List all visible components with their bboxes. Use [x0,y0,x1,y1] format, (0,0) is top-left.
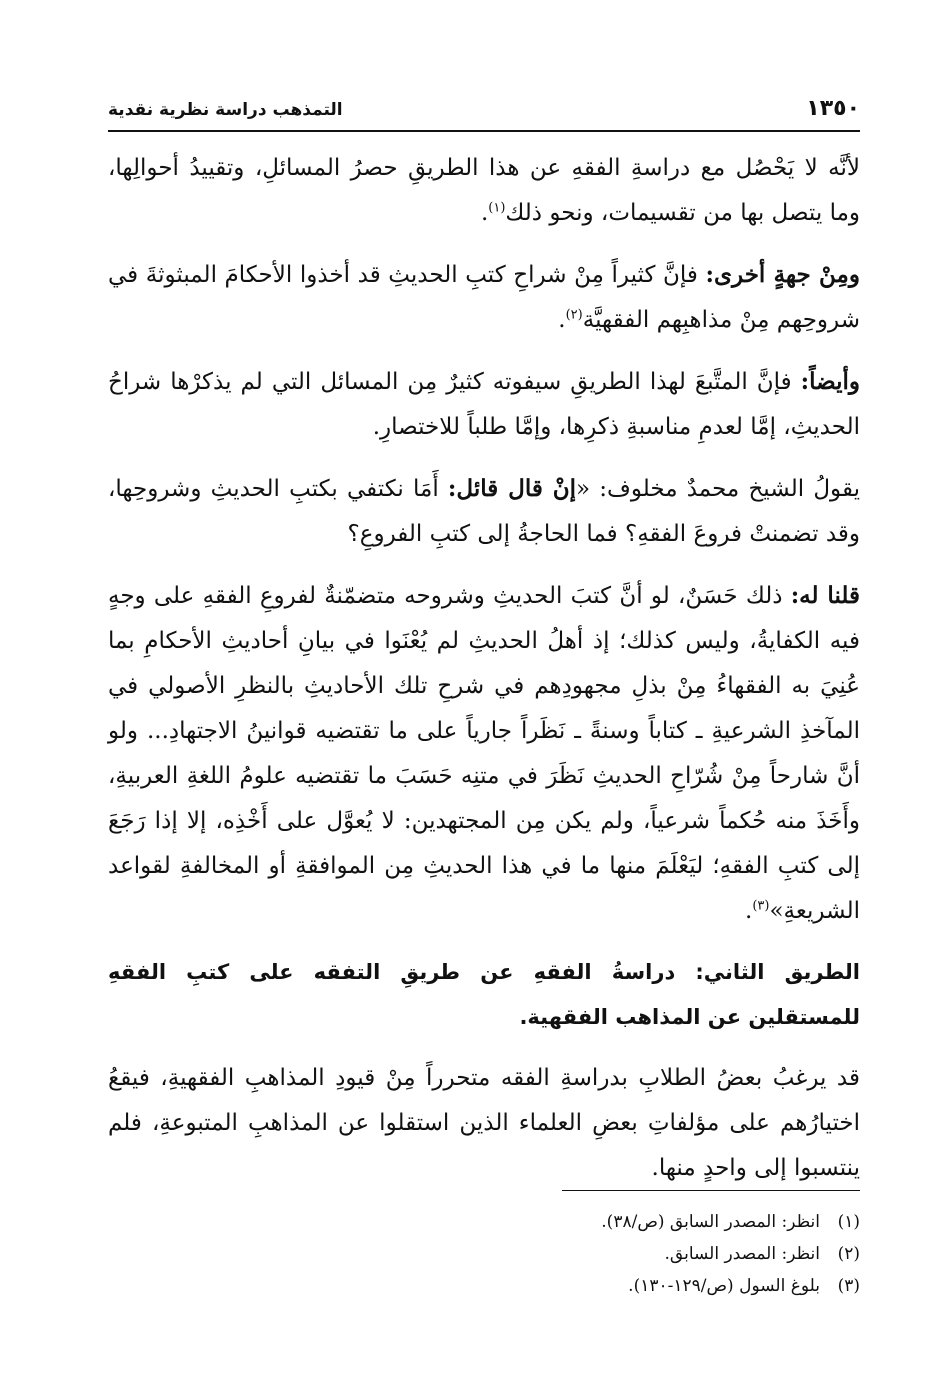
section-heading: الطريق الثاني: دراسةُ الفقهِ عن طريقِ التفقه على كتبِ الفقهِ للمستقلين عن المذاهب الفقهية. [108,960,860,1029]
footnote-3 [108,1270,860,1302]
paragraph-tail: . [558,307,566,333]
footnote-ref: (٣) [752,898,770,914]
footnote-text: بلوغ السول (ص/١٢٩-١٣٠). [628,1276,820,1296]
footnote-text: انظر: المصدر السابق (ص/٣٨). [601,1212,820,1232]
paragraph-text: أَمَا نكتفي بكتبِ الحديثِ وشروحِها، وقد تضمنتْ فروعَ الفقهِ؟ فما الحاجةُ إلى كتبِ الفروعِ؟ [108,476,860,547]
paragraph-text: فإنَّ كثيراً مِنْ شراحِ كتبِ الحديثِ قد أخذوا الأحكامَ المبثوثةَ في شروحِهم مِنْ مذاهبِهم الفقهيَّة [108,262,860,333]
footnote-1 [108,1206,860,1238]
page-header [108,96,860,130]
paragraph-5 [108,573,860,934]
page-number: ١٣٥٠ [806,96,860,121]
paragraph-text: لأنَّه لا يَحْصُل مع دراسةِ الفقهِ عن هذا الطريقِ حصرُ المسائلِ، وتقييدُ أحوالِها، وما يتصل بها من تقسيمات، ونحو ذلك [108,155,860,226]
paragraph-lead: وأيضاً: [800,368,860,395]
main-text [108,146,860,1207]
running-title: التمذهب دراسة نظرية نقدية [108,100,343,120]
paragraph-1 [108,146,860,236]
footnote-ref: (٢) [565,307,583,323]
paragraph-4 [108,466,860,557]
footnote-number: (١) [837,1212,860,1232]
paragraph-3 [108,359,860,450]
footnote-number: (٣) [837,1276,860,1296]
footnote-text: انظر: المصدر السابق. [664,1244,820,1264]
paragraph-text: فإنَّ المتَّبعَ لهذا الطريقِ سيفوته كثيرٌ مِن المسائل التي لم يذكرْها شراحُ الحديثِ، إمَّا لعدمِ مناسبةِ ذكرِها، وإمَّا طلباً للاختصارِ. [108,369,860,440]
header-divider [108,130,860,132]
paragraph-6 [108,1056,860,1191]
paragraph-tail: . [480,200,489,226]
paragraph-lead: ومِنْ جهةٍ أخرى: [705,261,860,288]
paragraph-2 [108,252,860,343]
paragraph-text: ذلك حَسَنٌ، لو أنَّ كتبَ الحديثِ وشروحه متضمّنةٌ لفروعِ الفقهِ على وجهٍ فيه الكفايةُ، وليس كذلك؛ إذ أهلُ الحديثِ لم يُعْنَوا في بيانِ أحاديثِ الأحكامِ بما عُنِيَ به الفقهاءُ مِنْ بذلِ مجهودِهم في شرحِ تلك الأحاديثِ بالنظرِ الأصولي في المآخذِ الشرعيةِ ـ كتاباً وسنةً ـ نَظَراً جارياً على ما تقتضيه قوانينُ الاجتهادِ... ولو أنَّ شارحاً مِنْ شُرّاحِ الحديثِ نَظَرَ في متنِه حَسَبَ ما تقتضيه علومُ اللغةِ العربيةِ، وأَخَذَ منه حُكماً شرعياً، ولم يكن مِن المجتهدين: لا يُعوَّل على أَخْذِه، إلا إذا رَجَعَ إلى كتبِ الفقهِ؛ ليَعْلَمَ منها ما في هذا الحديثِ مِن الموافقةِ أو المخالفةِ لقواعد الشريعةِ» [108,583,860,924]
footnote-number: (٢) [837,1244,860,1264]
footnotes [108,1206,860,1302]
paragraph-tail: . [745,898,753,924]
paragraph-intro: يقولُ الشيخ محمدٌ مخلوف: « [576,476,860,502]
footnote-ref: (١) [488,200,506,216]
paragraph-text: قد يرغبُ بعضُ الطلابِ بدراسةِ الفقه متحرراً مِنْ قيودِ المذاهبِ الفقهيةِ، فيقعُ اختيارُهم على مؤلفاتِ بعضِ العلماء الذين استقلوا عن المذاهبِ المتبوعةِ، فلم ينتسبوا إلى واحدٍ منها. [108,1065,860,1181]
paragraph-lead: قلنا له: [790,582,860,609]
footnote-2 [108,1238,860,1270]
footnote-divider [562,1190,860,1191]
paragraph-lead: إنْ قال قائل: [447,475,576,502]
